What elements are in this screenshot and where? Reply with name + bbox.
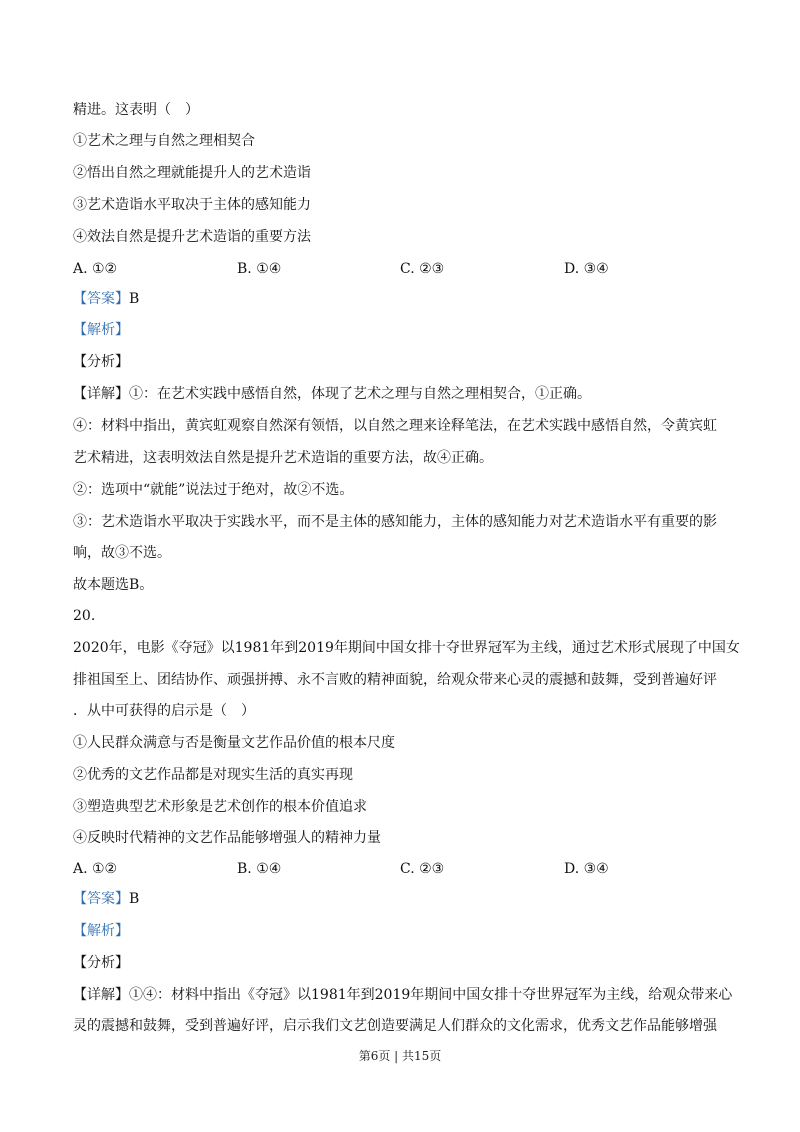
q19-stem-tail: 精进。这表明（ ） [73,102,199,118]
q20-number: 20. [73,608,96,624]
detail-label: 详解 [87,987,115,1003]
q19-option-b: B. ①④ [237,261,282,277]
q20-statement-4: ④反映时代精神的文艺作品能够增强人的精神力量 [73,830,381,846]
q19-statement-2: ②悟出自然之理就能提升人的艺术造诣 [73,165,311,181]
q20-statement-3: ③塑造典型艺术形象是艺术创作的根本价值追求 [73,799,367,815]
q20-option-b: B. ①④ [237,861,282,877]
q19-detail-1: 【详解】①：在艺术实践中感悟自然，体现了艺术之理与自然之理相契合，①正确。 [73,386,591,402]
q19-detail-7: 故本题选B。 [73,577,154,593]
answer-value: B [129,291,140,307]
q19-fenxi: 【分析】 [73,354,129,370]
q20-stem-3: ．从中可获得的启示是（ ） [73,703,255,719]
q19-detail-2: ④：材料中指出，黄宾虹观察自然深有领悟，以自然之理来诠释笔法，在艺术实践中感悟自然，令黄宾虹 [73,418,717,434]
detail-label: 详解 [87,386,115,402]
q20-statement-1: ①人民群众满意与否是衡量文艺作品价值的根本尺度 [73,735,395,751]
q20-answer: 【答案】B [73,891,140,907]
q19-detail-3: 艺术精进，这表明效法自然是提升艺术造诣的重要方法，故④正确。 [73,450,493,466]
q20-detail-1: 【详解】①④：材料中指出《夺冠》以1981年到2019年期间中国女排十夺世界冠军为主线，给观众带来心 [73,987,733,1003]
analysis-label: 解析 [87,322,115,338]
q20-stem-2: 排祖国至上、团结协作、顽强拼搏、永不言败的精神面貌，给观众带来心灵的震撼和鼓舞，受到普遍好评 [73,672,717,688]
analysis-label: 解析 [87,923,115,939]
q20-option-a: A. ①② [73,861,118,877]
q19-option-c: C. ②③ [400,261,445,277]
q20-option-c: C. ②③ [400,861,445,877]
q20-detail-2: 灵的震撼和鼓舞，受到普遍好评，启示我们文艺创造要满足人们群众的文化需求，优秀文艺作品能够增强 [73,1018,717,1034]
q19-detail-4: ②：选项中“就能”说法过于绝对，故②不选。 [73,482,354,498]
q19-analysis: 【解析】 [73,322,129,338]
q20-option-d: D. ③④ [564,861,609,877]
q20-stem-1: 2020年，电影《夺冠》以1981年到2019年期间中国女排十夺世界冠军为主线，通过艺术形式展现了中国女 [73,640,740,656]
q19-statement-4: ④效法自然是提升艺术造诣的重要方法 [73,229,311,245]
detail-text: ①：在艺术实践中感悟自然，体现了艺术之理与自然之理相契合，①正确。 [129,386,591,402]
fenxi-label: 分析 [87,955,115,971]
detail-text: ①④：材料中指出《夺冠》以1981年到2019年期间中国女排十夺世界冠军为主线，给观众带来心 [129,987,733,1003]
q19-option-a: A. ①② [73,261,118,277]
answer-value: B [129,891,140,907]
q19-statement-1: ①艺术之理与自然之理相契合 [73,133,255,149]
fenxi-label: 分析 [87,354,115,370]
q19-option-d: D. ③④ [564,261,609,277]
q20-fenxi: 【分析】 [73,955,129,971]
q19-answer: 【答案】B [73,291,140,307]
q20-statement-2: ②优秀的文艺作品都是对现实生活的真实再现 [73,767,353,783]
q19-detail-5: ③：艺术造诣水平取决于实践水平，而不是主体的感知能力，主体的感知能力对艺术造诣水平有重要的影 [73,514,717,530]
q19-statement-3: ③艺术造诣水平取决于主体的感知能力 [73,197,311,213]
page-footer: 第6页 | 共15页 [358,1049,442,1063]
answer-label: 答案 [87,291,115,307]
q19-detail-6: 响，故③不选。 [73,545,171,561]
q20-analysis: 【解析】 [73,923,129,939]
answer-label: 答案 [87,891,115,907]
